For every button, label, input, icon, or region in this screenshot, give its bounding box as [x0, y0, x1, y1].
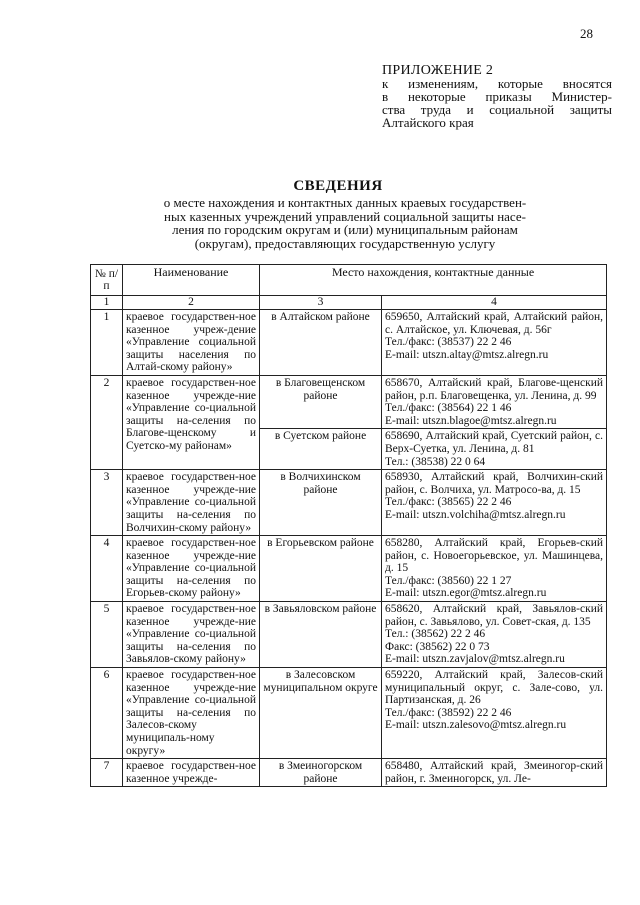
email-address: E-mail: utszn.blagoe@mtsz.alregn.ru	[385, 414, 557, 427]
institution-name: краевое государствен-ное казенное учрежде-ние «Управление со-циальной защиты на-селения по Благове-щенскому и Суетско-му районам»	[123, 375, 260, 469]
postal-address: 658670, Алтайский край, Благове-щенский район, р.п. Благовещенка, ул. Ленина, д. 99	[385, 376, 604, 402]
phone-number: Тел./факс: (38560) 22 1 27	[385, 574, 512, 587]
header-location: Место нахождения, контактные данные	[260, 265, 607, 296]
table-row	[91, 470, 607, 536]
postal-address: 658930, Алтайский край, Волчихин-ский район, с. Волчиха, ул. Матросо-ва, д. 15	[385, 471, 604, 496]
postal-address: 659650, Алтайский край, Алтайский район, с. Алтайское, ул. Ключевая, д. 56г	[385, 311, 604, 336]
row-number: 2	[91, 375, 123, 469]
col-number: 2	[123, 296, 260, 310]
institutions-table	[90, 264, 607, 787]
table-row	[91, 759, 607, 787]
phone-number: Тел./факс: (38564) 22 1 46	[385, 402, 512, 415]
contact-details	[382, 429, 607, 470]
institution-name: краевое государствен-ное казенное учрежде-ние «Управление со-циальной защиты на-селения по Егорьев-скому району»	[123, 536, 260, 602]
table-row	[91, 668, 607, 759]
postal-address: 658620, Алтайский край, Завьялов-ский район, с. Завьялово, ул. Совет-ская, д. 135	[385, 603, 604, 628]
col-number: 1	[91, 296, 123, 310]
appendix-line: Алтайского края	[382, 115, 474, 130]
contact-details	[382, 668, 607, 759]
document-heading: СВЕДЕНИЯ	[293, 178, 383, 194]
subtitle-line: о месте нахождения и контактных данных краевых государствен-	[163, 195, 527, 210]
contact-details	[382, 602, 607, 668]
phone-number: Факс: (38562) 22 0 73	[385, 640, 490, 653]
district-name: в Залесовском муниципальном округе	[260, 668, 382, 759]
district-name: в Егорьевском районе	[260, 536, 382, 602]
document-subtitle	[130, 196, 560, 250]
table-header-row	[91, 265, 607, 296]
subtitle-line: (округам), предоставляющих государственную услугу	[194, 235, 496, 251]
institution-name: краевое государствен-ное казенное учреж-дение «Управление социальной защиты населения по Алтай-скому району»	[123, 310, 260, 376]
postal-address: 658690, Алтайский край, Суетский район, с. Верх-Суетка, ул. Ленина, д. 81	[385, 430, 604, 455]
district-name: в Благовещенском районе	[260, 375, 382, 428]
col-number: 3	[260, 296, 382, 310]
subtitle-line: ления по городским округам и (или) муниципальным районам	[172, 222, 518, 237]
table-row	[91, 310, 607, 376]
contact-details	[382, 536, 607, 602]
email-address: E-mail: utszn.zalesovo@mtsz.alregn.ru	[385, 719, 567, 732]
institution-name: краевое государствен-ное казенное учрежде-ние «Управление со-циальной защиты на-селения по Залесов-скому муниципаль-ному округу»	[123, 668, 260, 759]
appendix-block	[382, 64, 612, 129]
appendix-line: в некоторые приказы Министер-	[382, 89, 612, 104]
table-row	[91, 536, 607, 602]
postal-address: 659220, Алтайский край, Залесов-ский муниципальный округ, с. Зале-сово, ул. Партизанская, д. 26	[385, 669, 604, 707]
subtitle-line: ных казенных учреждений управлений социальной защиты насе-	[164, 208, 526, 224]
phone-number: Тел./факс: (38565) 22 2 46	[385, 496, 512, 509]
page-number: 28	[580, 26, 593, 41]
column-numbers-row	[91, 296, 607, 310]
district-name: в Завьяловском районе	[260, 602, 382, 668]
phone-number: Тел.: (38538) 22 0 64	[385, 455, 486, 468]
district-name: в Алтайском районе	[260, 310, 382, 376]
email-address: E-mail: utszn.zavjalov@mtsz.alregn.ru	[385, 653, 565, 666]
row-number: 6	[91, 668, 123, 759]
district-name: в Суетском районе	[260, 429, 382, 470]
email-address: E-mail: utszn.altay@mtsz.alregn.ru	[385, 348, 549, 361]
row-number: 3	[91, 470, 123, 536]
table-row	[91, 602, 607, 668]
email-address: E-mail: utszn.volchiha@mtsz.alregn.ru	[385, 508, 566, 521]
institution-name: краевое государствен-ное казенное учрежде-ние «Управление со-циальной защиты на-селения по Волчихин-скому району»	[123, 470, 260, 536]
phone-number: Тел./факс: (38592) 22 2 46	[385, 706, 512, 719]
contact-details	[382, 470, 607, 536]
phone-number: Тел./факс: (38537) 22 2 46	[385, 336, 512, 349]
email-address: E-mail: utszn.egor@mtsz.alregn.ru	[385, 587, 547, 600]
row-number: 5	[91, 602, 123, 668]
appendix-line: ства труда и социальной защиты	[382, 102, 612, 117]
header-number: № п/п	[91, 265, 123, 296]
postal-address: 658480, Алтайский край, Змеиногор-ский район, г. Змеиногорск, ул. Ле-	[385, 760, 604, 785]
header-name: Наименование	[123, 265, 260, 296]
contact-details	[382, 375, 607, 428]
row-number: 1	[91, 310, 123, 376]
postal-address: 658280, Алтайский край, Егорьев-ский район, с. Новоегорьевское, ул. Машинцева, д. 15	[385, 537, 604, 575]
row-number: 4	[91, 536, 123, 602]
contact-details	[382, 310, 607, 376]
district-name: в Змеиногорском районе	[260, 759, 382, 787]
appendix-line: к изменениям, которые вносятся	[382, 76, 612, 91]
table-row	[91, 375, 607, 428]
row-number: 7	[91, 759, 123, 787]
district-name: в Волчихинском районе	[260, 470, 382, 536]
contact-details	[382, 759, 607, 787]
phone-number: Тел.: (38562) 22 2 46	[385, 628, 486, 641]
institution-name: краевое государствен-ное казенное учрежде-	[123, 759, 260, 787]
col-number: 4	[382, 296, 607, 310]
appendix-title: ПРИЛОЖЕНИЕ 2	[382, 63, 494, 78]
institution-name: краевое государствен-ное казенное учрежде-ние «Управление со-циальной защиты на-селения по Завьялов-скому району»	[123, 602, 260, 668]
